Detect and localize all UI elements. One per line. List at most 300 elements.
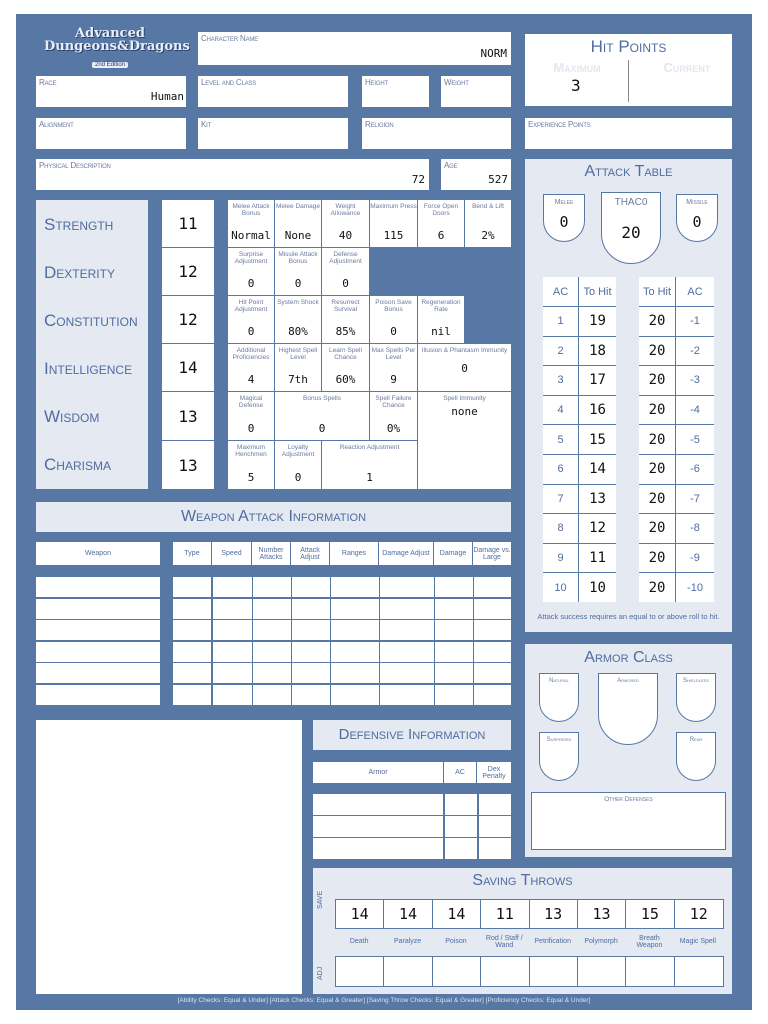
melee-value: 0	[559, 213, 569, 231]
save-adjustment[interactable]	[675, 957, 723, 986]
str-force-open-doors[interactable]	[418, 200, 465, 248]
weapon-stat-cell[interactable]	[474, 599, 511, 619]
armor-header: Armor	[313, 762, 444, 783]
weapon-stat-cell[interactable]	[435, 642, 473, 662]
str-weight-allowance[interactable]	[322, 200, 370, 248]
cell-value: 4	[247, 373, 255, 386]
to-hit-cell[interactable]: 20	[639, 395, 676, 425]
cell-label: Melee Attack Bonus	[232, 203, 270, 217]
cell-label: Weight Allowance	[330, 203, 361, 217]
weapon-stat-cell[interactable]	[435, 577, 473, 597]
cell-value: 0	[247, 277, 255, 290]
cell-value: 9	[390, 373, 397, 386]
to-hit-cell[interactable]: 20	[639, 336, 676, 366]
cell-value: 60%	[335, 373, 356, 386]
ac-cell: -3	[676, 365, 714, 395]
ability-wisdom-label: Wisdom	[44, 407, 100, 426]
notes-box[interactable]	[36, 720, 302, 994]
to-hit-table-left	[543, 277, 616, 602]
hp-maximum-value[interactable]: 3	[571, 76, 581, 95]
int-illusion-immunity[interactable]	[418, 344, 511, 392]
ac-cell: 7	[543, 484, 579, 514]
header-number-attacks: Number Attacks	[252, 542, 291, 565]
cell-label: Maximum Henchmen	[235, 444, 267, 458]
melee-shield[interactable]	[543, 194, 585, 242]
weapon-stat-cell[interactable]	[435, 663, 473, 683]
charisma-score[interactable]: 13	[162, 441, 214, 489]
weapon-stat-cell[interactable]	[331, 599, 379, 619]
ac-header: AC	[543, 277, 579, 306]
character-name-label: Character Name	[201, 34, 258, 43]
defensive-header-row	[313, 762, 511, 783]
ac-cell[interactable]	[445, 838, 477, 859]
weapon-stat-cell[interactable]	[173, 599, 211, 619]
wis-magical-defense[interactable]	[228, 392, 275, 441]
religion-field[interactable]	[362, 118, 511, 149]
save-value[interactable]: 14	[336, 900, 384, 928]
weapon-stat-cell[interactable]	[253, 663, 291, 683]
logo-line-2: Dungeons&Dragons	[44, 39, 190, 54]
weapon-stat-cell[interactable]	[331, 685, 379, 705]
age-label: Age	[444, 161, 458, 170]
weapon-stat-cell[interactable]	[474, 620, 511, 640]
save-value[interactable]: 12	[675, 900, 723, 928]
thac0-shield[interactable]	[601, 192, 661, 264]
con-poison-save[interactable]	[370, 296, 418, 344]
weapon-stat-cell[interactable]	[331, 577, 379, 597]
ability-intelligence-label: Intelligence	[44, 359, 133, 378]
armored-ac-shield[interactable]	[598, 673, 658, 745]
cha-reaction-adjustment[interactable]	[322, 441, 418, 489]
str-bend-lift[interactable]	[465, 200, 511, 248]
cell-value: none	[451, 405, 478, 418]
weapon-stat-cell[interactable]	[173, 685, 211, 705]
ac-cell: -5	[676, 424, 714, 454]
missile-value: 0	[692, 213, 702, 231]
weapon-header-weapon: Weapon	[36, 542, 160, 565]
cha-loyalty-adjustment[interactable]	[275, 441, 322, 489]
save-adjustment[interactable]	[481, 957, 529, 986]
religion-label: Religion	[365, 120, 394, 129]
ability-dexterity-label: Dexterity	[44, 263, 115, 282]
natural-ac-shield[interactable]	[539, 673, 579, 722]
to-hit-header: To Hit	[583, 285, 612, 298]
str-maximum-press[interactable]	[370, 200, 418, 248]
armor-class-title: Armor Class	[584, 649, 673, 666]
save-name: Poison	[445, 938, 467, 946]
wisdom-score[interactable]: 13	[162, 392, 214, 440]
character-name-field[interactable]	[198, 32, 511, 65]
cell-label: Melee Damage	[275, 203, 321, 210]
save-name: Paralyze	[393, 938, 422, 946]
ac-cell[interactable]	[445, 794, 477, 815]
physical-description-field[interactable]	[36, 159, 429, 190]
shieldless-ac-shield[interactable]	[676, 673, 716, 722]
dex-penalty-cell[interactable]	[479, 816, 511, 837]
weapon-stat-cell[interactable]	[331, 642, 379, 662]
weapon-name-cell[interactable]	[36, 663, 160, 683]
cell-label: Spell Failure Chance	[375, 395, 412, 409]
cell-label: Magical Defense	[238, 395, 264, 409]
natural-ac-label: Natural	[549, 678, 569, 684]
to-hit-cell[interactable]: 19	[579, 306, 616, 336]
to-hit-cell[interactable]: 20	[639, 424, 676, 454]
to-hit-cell[interactable]: 11	[579, 543, 616, 573]
alignment-label: Alignment	[39, 120, 74, 129]
save-value[interactable]: 13	[530, 900, 578, 928]
save-name: Breath Weapon	[636, 934, 663, 949]
weapon-stat-cell[interactable]	[213, 577, 252, 597]
dex-penalty-header: Dex Penalty	[482, 765, 506, 780]
weapon-stat-cell[interactable]	[331, 663, 379, 683]
weapon-stat-cell[interactable]	[253, 577, 291, 597]
cell-label: Hit Point Adjustment	[234, 299, 268, 313]
header-damage-adjust: Damage Adjust	[379, 542, 434, 565]
hp-divider	[628, 60, 629, 102]
cell-value: 80%	[288, 325, 308, 338]
ability-strength-label: Strength	[44, 215, 114, 234]
attack-table-panel	[525, 159, 732, 632]
weapon-stat-cell[interactable]	[213, 599, 252, 619]
other-defenses-label: Other Defenses	[604, 796, 653, 803]
weapon-stat-cell[interactable]	[173, 577, 211, 597]
header-attack-adjust: Attack Adjust	[291, 542, 330, 565]
attack-table-note: Attack success requires an equal to or above roll to hit.	[537, 612, 720, 621]
logo-line-1: Advanced	[75, 26, 145, 41]
weapon-stat-cell[interactable]	[253, 642, 291, 662]
cell-value: 7th	[288, 373, 308, 386]
cell-value: 0	[247, 325, 255, 338]
dex-defense-adjustment[interactable]	[322, 248, 370, 296]
wis-bonus-spells[interactable]	[275, 392, 370, 441]
cell-value: 2%	[481, 229, 495, 242]
cell-value: 0	[247, 422, 255, 435]
cell-label: Force Open Doors	[423, 203, 459, 217]
saving-throws-panel	[313, 868, 732, 994]
rear-ac-label: Rear	[689, 737, 703, 743]
ac-cell: 1	[543, 306, 579, 336]
cell-value: 1	[366, 471, 373, 484]
thac0-value: 20	[621, 223, 641, 242]
save-value[interactable]: 14	[384, 900, 432, 928]
ac-cell: 10	[543, 572, 579, 602]
save-value[interactable]: 13	[578, 900, 626, 928]
ac-cell: -9	[676, 543, 714, 573]
weapon-stat-cell[interactable]	[380, 642, 434, 662]
save-row-label: SAVE	[317, 890, 324, 909]
to-hit-cell[interactable]: 12	[579, 513, 616, 543]
to-hit-cell[interactable]: 20	[639, 513, 676, 543]
surprised-ac-label: Surprised	[546, 737, 572, 743]
dex-surprise-adjustment[interactable]	[228, 248, 275, 296]
weapon-stat-cell[interactable]	[292, 577, 330, 597]
level-class-field[interactable]	[198, 76, 348, 107]
weapon-name-cell[interactable]	[36, 599, 160, 619]
strength-score[interactable]: 11	[162, 200, 214, 247]
race-field[interactable]	[36, 76, 186, 107]
to-hit-cell[interactable]: 20	[639, 365, 676, 395]
wis-spell-immunity[interactable]	[418, 392, 511, 489]
ac-cell[interactable]	[445, 816, 477, 837]
weapon-stat-cell[interactable]	[213, 620, 252, 640]
footer-note: [Ability Checks: Equal & Under] [Attack Checks: Equal & Greater] [Saving Throw Checks: Equal & Greater] [Proficiency Checks: Equal & Under]	[177, 997, 591, 1004]
cell-value: None	[284, 229, 312, 242]
int-learn-spell-chance[interactable]	[322, 344, 370, 392]
attack-table-title: Attack Table	[584, 163, 673, 180]
save-name: Polymorph	[584, 938, 618, 946]
to-hit-cell[interactable]: 20	[639, 306, 676, 336]
weapon-stat-cell[interactable]	[292, 685, 330, 705]
character-name-value: NORM	[480, 47, 507, 60]
level-class-label: Level and Class	[201, 78, 257, 87]
cell-value: 0	[461, 362, 468, 375]
save-name: Petrification	[534, 938, 571, 946]
armor-cell[interactable]	[313, 838, 443, 859]
weapon-stat-cell[interactable]	[292, 599, 330, 619]
hit-points-box	[525, 34, 732, 106]
int-additional-proficiencies[interactable]	[228, 344, 275, 392]
character-sheet	[16, 14, 752, 1010]
physical-description-value: 72	[411, 173, 425, 186]
weapon-stat-cell[interactable]	[380, 663, 434, 683]
cell-value: 0	[390, 325, 397, 338]
weapon-stat-cell[interactable]	[173, 620, 211, 640]
ac-cell: 2	[543, 336, 579, 366]
cell-label: Missile Attack Bonus	[278, 251, 318, 265]
height-field[interactable]	[362, 76, 429, 107]
weapon-stat-cell[interactable]	[380, 577, 434, 597]
constitution-score[interactable]: 12	[162, 296, 214, 343]
ability-charisma-label: Charisma	[44, 455, 111, 474]
missile-shield[interactable]	[676, 194, 718, 242]
logo-line-3: 2nd Edition	[92, 62, 128, 68]
weapon-name-cell[interactable]	[36, 642, 160, 662]
ac-cell: -8	[676, 513, 714, 543]
to-hit-table-right	[639, 277, 714, 602]
experience-points-label: Experience Points	[528, 120, 591, 129]
str-melee-attack[interactable]	[228, 200, 275, 248]
to-hit-cell[interactable]: 18	[579, 336, 616, 366]
missile-label: Missile	[686, 199, 708, 206]
weapon-stat-cell[interactable]	[380, 685, 434, 705]
ac-cell: 5	[543, 424, 579, 454]
weapon-stat-cell[interactable]	[213, 685, 252, 705]
weapon-stat-cell[interactable]	[292, 642, 330, 662]
cell-label: Regeneration Rate	[421, 299, 461, 313]
ac-cell: -10	[676, 572, 714, 602]
cell-value: 0	[342, 277, 349, 290]
save-adjustment[interactable]	[336, 957, 384, 986]
cell-value: 5	[247, 471, 255, 484]
save-adjustments-row	[335, 956, 724, 987]
race-label: Race	[39, 78, 57, 87]
save-value[interactable]: 14	[433, 900, 481, 928]
weapon-stat-cell[interactable]	[435, 599, 473, 619]
to-hit-cell[interactable]: 10	[579, 572, 616, 602]
saving-throws-title: Saving Throws	[472, 872, 573, 889]
weapon-stat-cell[interactable]	[253, 599, 291, 619]
ac-cell: -2	[676, 336, 714, 366]
race-value: Human	[150, 90, 184, 103]
cell-label: Bonus Spells	[303, 395, 341, 402]
ability-constitution-label: Constitution	[44, 311, 138, 330]
weapon-stat-cell[interactable]	[173, 642, 211, 662]
other-defenses-field[interactable]	[531, 792, 726, 850]
cell-value: 40	[338, 229, 353, 242]
wis-spell-failure[interactable]	[370, 392, 418, 441]
int-highest-spell-level[interactable]	[275, 344, 322, 392]
armored-ac-label: Armored	[617, 678, 639, 684]
thac0-label: THAC0	[614, 197, 648, 208]
armor-cell[interactable]	[313, 794, 443, 815]
ability-names-panel	[36, 200, 148, 489]
weapon-stat-cell[interactable]	[474, 663, 511, 683]
to-hit-cell[interactable]: 20	[639, 454, 676, 484]
kit-field[interactable]	[198, 118, 348, 149]
rear-ac-shield[interactable]	[676, 732, 716, 781]
surprised-ac-shield[interactable]	[539, 732, 579, 781]
age-value: 527	[488, 173, 508, 186]
dex-penalty-cell[interactable]	[479, 838, 511, 859]
cell-value: 0	[294, 471, 302, 484]
weapon-stat-cell[interactable]	[213, 642, 252, 662]
armor-class-panel	[525, 644, 732, 857]
dexterity-score[interactable]: 12	[162, 248, 214, 295]
header-damage-vs-large: Damage vs. Large	[473, 546, 511, 561]
weight-field[interactable]	[441, 76, 511, 107]
con-regeneration-rate[interactable]	[418, 296, 465, 344]
weapon-stat-cell[interactable]	[474, 642, 511, 662]
to-hit-cell[interactable]: 20	[639, 572, 676, 602]
to-hit-cell[interactable]: 14	[579, 454, 616, 484]
ac-cell: 3	[543, 365, 579, 395]
weapon-stat-cell[interactable]	[474, 577, 511, 597]
ac-cell: 9	[543, 543, 579, 573]
con-resurrect-survival[interactable]	[322, 296, 370, 344]
weapon-stat-cell[interactable]	[474, 685, 511, 705]
weapon-stat-cell[interactable]	[292, 620, 330, 640]
save-value[interactable]: 11	[481, 900, 529, 928]
int-max-spells-per-level[interactable]	[370, 344, 418, 392]
melee-label: Melee	[554, 199, 574, 206]
to-hit-header-right: To Hit	[639, 277, 676, 306]
cell-value: 0%	[386, 422, 401, 435]
header-ranges: Ranges	[330, 542, 379, 565]
dex-penalty-cell[interactable]	[479, 794, 511, 815]
cell-value: 0	[318, 422, 326, 435]
adj-row-label: ADJ	[317, 966, 324, 980]
hp-maximum-label: Maximum	[553, 60, 601, 75]
cell-label: Defense Adjustment	[329, 251, 362, 265]
header-damage: Damage	[434, 542, 473, 565]
to-hit-cell[interactable]: 15	[579, 424, 616, 454]
cell-label: Loyalty Adjustment	[281, 444, 315, 458]
to-hit-cell[interactable]: 13	[579, 484, 616, 514]
dex-missile-attack[interactable]	[275, 248, 322, 296]
weapon-stat-cell[interactable]	[331, 620, 379, 640]
weapon-attack-title: Weapon Attack Information	[36, 502, 511, 532]
armor-cell[interactable]	[313, 816, 443, 837]
hp-current-label: Current	[663, 60, 711, 75]
to-hit-cell[interactable]: 20	[639, 484, 676, 514]
save-name: Magic Spell	[679, 938, 716, 946]
save-name: Death	[349, 938, 369, 946]
cell-label: Highest Spell Level	[278, 347, 318, 361]
ac-cell: 8	[543, 513, 579, 543]
cell-label: Bend & Lift	[472, 203, 504, 210]
weapon-stat-cell[interactable]	[435, 620, 473, 640]
weapon-name-cell[interactable]	[36, 577, 160, 597]
height-label: Height	[365, 78, 388, 87]
header-speed: Speed	[212, 542, 252, 565]
save-value[interactable]: 15	[626, 900, 674, 928]
save-names-row	[335, 930, 724, 954]
cell-label: Surprise Adjustment	[234, 251, 268, 265]
weapon-stat-cell[interactable]	[380, 599, 434, 619]
ac-cell: 4	[543, 395, 579, 425]
cell-label: Poison Save Bonus	[375, 299, 412, 313]
to-hit-cell[interactable]: 20	[639, 543, 676, 573]
ac-cell: -7	[676, 484, 714, 514]
age-field[interactable]	[441, 159, 511, 190]
weapon-stat-cell[interactable]	[435, 685, 473, 705]
weapon-name-cell[interactable]	[36, 685, 160, 705]
cell-value: 6	[437, 229, 445, 242]
cell-label: Max Spells Per Level	[371, 347, 416, 361]
alignment-field[interactable]	[36, 118, 186, 149]
save-adjustment[interactable]	[433, 957, 481, 986]
intelligence-score[interactable]: 14	[162, 344, 214, 391]
defensive-info-title: Defensive Information	[313, 720, 511, 750]
ac-cell: -1	[676, 306, 714, 336]
str-melee-damage[interactable]	[275, 200, 322, 248]
ac-cell: -4	[676, 395, 714, 425]
experience-points-field[interactable]	[525, 118, 732, 149]
cell-value: nil	[431, 325, 451, 338]
to-hit-cell[interactable]: 16	[579, 395, 616, 425]
kit-label: Kit	[201, 120, 212, 129]
shieldless-ac-label: Shieldless	[682, 678, 709, 684]
weapon-stat-cell[interactable]	[253, 620, 291, 640]
weapon-header-row	[173, 542, 511, 565]
weapon-stat-cell[interactable]	[173, 663, 211, 683]
save-adjustment[interactable]	[530, 957, 578, 986]
ac-cell: -6	[676, 454, 714, 484]
save-name: Rod / Staff / Wand	[485, 934, 523, 949]
con-system-shock[interactable]	[275, 296, 322, 344]
ac-header-right: AC	[687, 285, 703, 298]
weapon-stat-cell[interactable]	[253, 685, 291, 705]
cell-label: Resurrect Survival	[331, 299, 360, 313]
save-adjustment[interactable]	[626, 957, 674, 986]
weapon-stat-cell[interactable]	[380, 620, 434, 640]
con-hit-point-adjustment[interactable]	[228, 296, 275, 344]
cha-maximum-henchmen[interactable]	[228, 441, 275, 489]
weapon-name-cell[interactable]	[36, 620, 160, 640]
cell-label: Illusion & Phantasm Immunity	[421, 347, 508, 354]
weapon-stat-cell[interactable]	[292, 663, 330, 683]
cell-value: 85%	[335, 325, 356, 338]
cell-label: Spell Immunity	[443, 395, 486, 402]
save-adjustment[interactable]	[384, 957, 432, 986]
cell-value: 115	[383, 229, 404, 242]
header-type: Type	[173, 542, 212, 565]
cell-label: Reaction Adjustment	[339, 444, 400, 451]
save-values-row	[335, 899, 724, 929]
to-hit-cell[interactable]: 17	[579, 365, 616, 395]
weapon-stat-cell[interactable]	[213, 663, 252, 683]
save-adjustment[interactable]	[578, 957, 626, 986]
